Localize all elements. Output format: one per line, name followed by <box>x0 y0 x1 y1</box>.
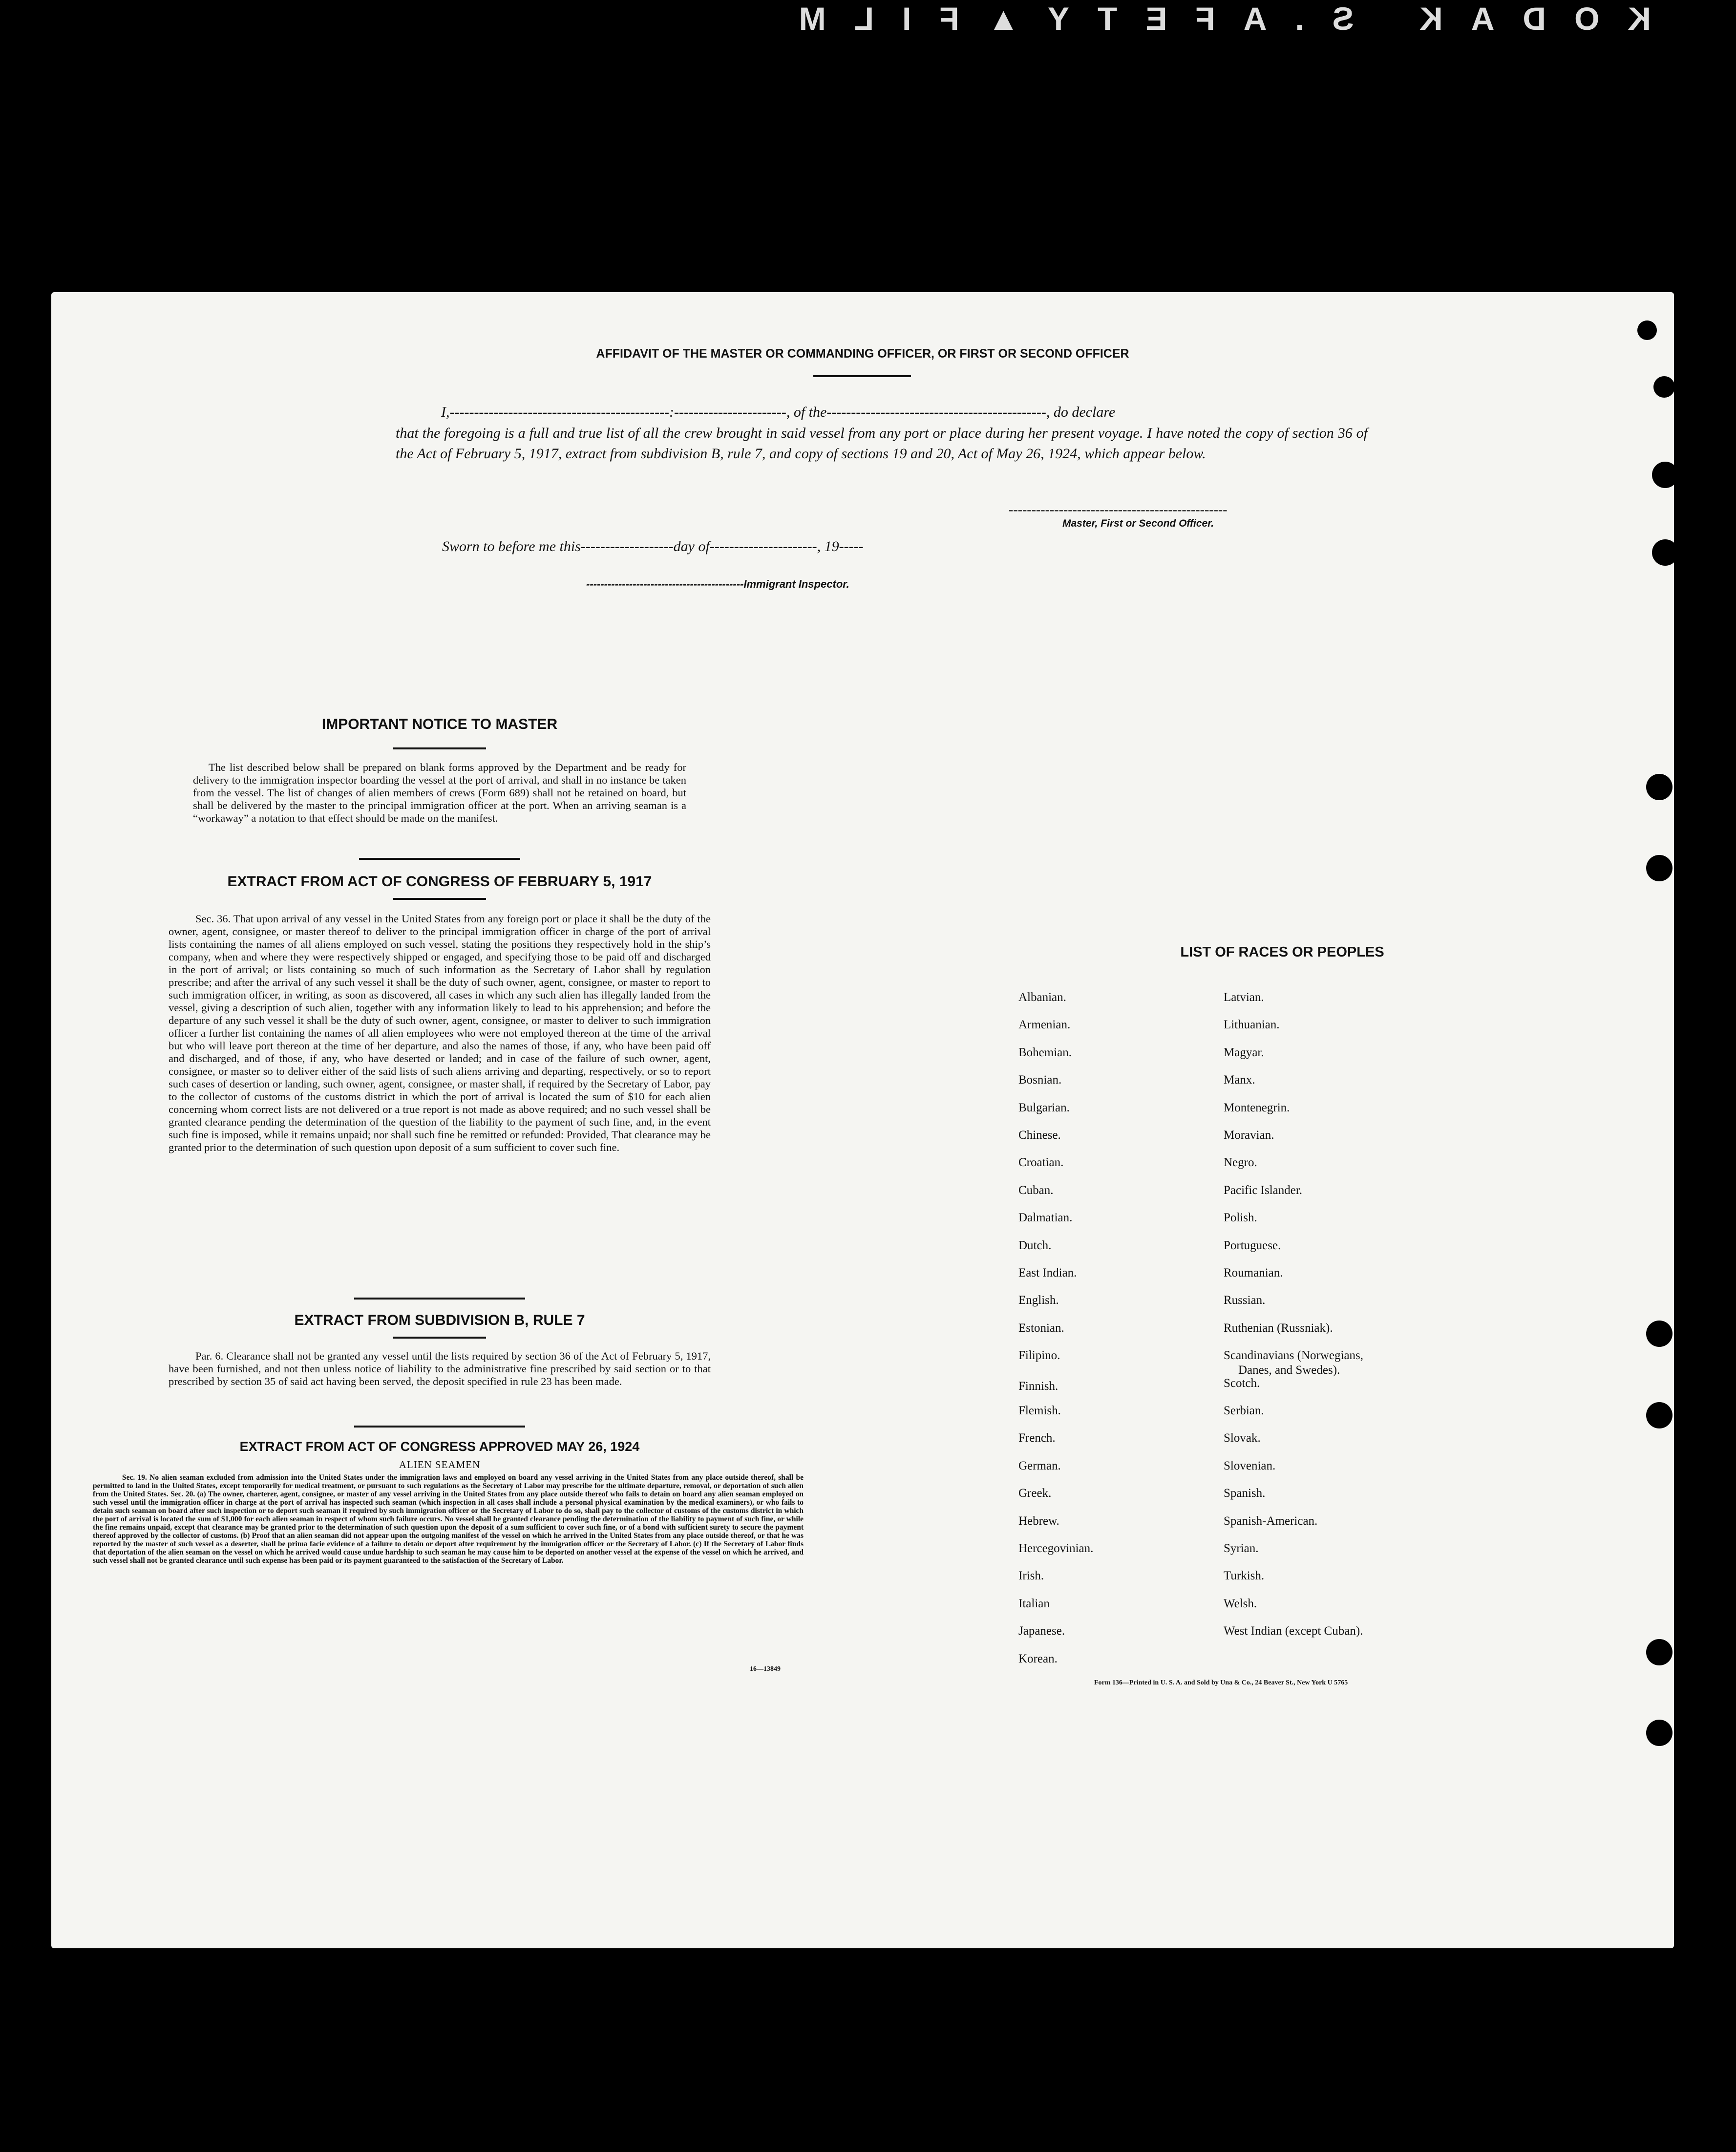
notice-end-rule <box>359 858 520 860</box>
race-right-item: Slovenian. <box>1224 1459 1276 1472</box>
race-right-item: Serbian. <box>1224 1404 1264 1417</box>
race-left-item: Flemish. <box>1018 1404 1061 1417</box>
sworn-line: Sworn to before me this-------------------day of----------------------, 19----- <box>442 538 864 554</box>
notice-body: The list described below shall be prepared on blank forms approved by the Department and be ready for delivery to the immigration inspector boarding the vessel at the port of arrival, and shall in no instance be taken from the vessel. The list of changes of alien members of crews (Form 689) shall not be retained on board, but shall be delivered by the master to the principal immigration officer at the port. When an arriving seaman is a “workaway” a notation to that effect should be made on the manifest. <box>193 761 686 824</box>
race-right-item: Roumanian. <box>1224 1266 1283 1279</box>
subdivision-b-body: Par. 6. Clearance shall not be granted any vessel until the lists required by section 36 of the Act of February 5, 1917, have been furnished, and not then unless notice of liability to the administrative fine prescribed by said section or to that prescribed by section 35 of said act having been served, the deposit specified in rule 23 has been made. <box>169 1350 711 1387</box>
extract-1917-title: EXTRACT FROM ACT OF CONGRESS OF FEBRUARY 5, 1917 <box>227 874 652 890</box>
race-right-item: Polish. <box>1224 1211 1257 1225</box>
race-left-item: Filipino. <box>1018 1349 1060 1363</box>
race-right-item: Syrian. <box>1224 1542 1259 1555</box>
binder-hole <box>1646 774 1672 800</box>
race-right-item: Russian. <box>1224 1294 1266 1307</box>
race-left-item: Dutch. <box>1018 1238 1052 1252</box>
binder-hole <box>1646 855 1672 881</box>
race-left-item: Finnish. <box>1018 1379 1059 1393</box>
subdivision-b-end-rule <box>354 1426 525 1428</box>
race-right-item: Scandinavians (Norwegians, <box>1224 1349 1364 1363</box>
notice-title-rule <box>393 747 486 749</box>
race-left-item: Hercegovinian. <box>1018 1542 1094 1555</box>
race-right-item: Manx. <box>1224 1073 1255 1087</box>
race-left-item: Cuban. <box>1018 1183 1054 1197</box>
race-right-item: Spanish-American. <box>1224 1514 1318 1528</box>
immigrant-inspector-line: --------------------------------------------Immigrant Inspector. <box>586 578 849 590</box>
race-right-item: Portuguese. <box>1224 1238 1281 1252</box>
race-left-item: Hebrew. <box>1018 1514 1059 1528</box>
race-left-item: Croatian. <box>1018 1156 1064 1170</box>
affidavit-declare-line: I,---------------------------------------------:-----------------------, of the---------------------------------------------, do declare <box>441 404 1116 420</box>
extract-1917-body: Sec. 36. That upon arrival of any vessel in the United States from any foreign port or place it shall be the duty of the owner, agent, consignee, or master thereof to deliver to the principal immigration officer in charge of the port of arrival lists containing the names of all aliens employed on such vessel, stating the positions they respectively hold in the ship’s company, when and where they were respectively shipped or engaged, and specifying those to be paid off and discharged in the port of arrival; or lists containing so much of such information as the Secretary of Labor shall by regulation prescribe; and after the arrival of any such vessel it shall be the duty of such owner, agent, consignee, or master to report to such immigration officer, in writing, as soon as discovered, all cases in which any such alien has illegally landed from the vessel, giving a description of such alien, together with any information likely to lead to his apprehension; and before the departure of any such vessel it shall be the duty of such owner, agent, consignee, or master to deliver to such immigration officer a further list containing the names of all alien employees who were not employed thereon at the time of the arrival but who will leave port thereon at the time of her departure, and also the names of those, if any, who have been paid off and discharged, and of those, if any, who have deserted or landed; and in case of the failure of such owner, agent, consignee, or master so to deliver either of the said lists of such aliens arriving and departing, respectively, or so to report such cases of desertion or landing, such owner, agent, consignee, or master shall, if required by the Secretary of Labor, pay to the collector of customs of the customs district in which the port of arrival is located the sum of $10 for each alien concerning whom correct lists are not delivered or a true report is not made as above required; and no such vessel shall be granted clearance pending the determination of the question of the liability to the payment of such fine, and, in the event such fine is imposed, while it remains unpaid; nor shall such fine be remitted or refunded: Provided, That clearance may be granted prior to the determination of such question upon deposit of a sum sufficient to cover such fine. <box>169 913 711 1153</box>
race-left-item: Bulgarian. <box>1018 1101 1070 1114</box>
extract-1924-body: Sec. 19. No alien seaman excluded from admission into the United States under the immigration laws and employed on board any vessel arriving in the United States from any place outside thereof, shall be permitted to land in the United States, except temporarily for medical treatment, or pursuant to such regulations as the Secretary of Labor may prescribe for the ultimate departure, removal, or deportation of such alien from the United States. Sec. 20. (a) The owner, charterer, agent, consignee, or master of any vessel arriving in the United States from any place outside thereof who fails to detain on board any alien seaman employed on such vessel until the immigration officer in charge at the port of arrival has inspected such seaman (which inspection in all cases shall include a personal physical examination by the medical examiners), or who fails to detain such seaman on board after such inspection or to deport such seaman if required by such immigration officer or the Secretary of Labor to do so, shall pay to the collector of customs of the customs district in which the port of arrival is located the sum of $1,000 for each alien seaman in respect of whom such failure occurs. No vessel shall be granted clearance pending the determination of the liability to payment of such fine, or while the fine remains unpaid, except that clearance may be granted prior to the determination of such question upon the deposit of a sum sufficient to cover such fine, or of a bond with sufficient surety to secure the payment thereof approved by the collector of customs. (b) Proof that an alien seaman did not appear upon the outgoing manifest of the vessel on which he arrived in the United States from any place outside thereof, or that he was reported by the master of such vessel as a deserter, shall be prima facie evidence of a failure to detain or deport after requirement by the immigration officer or the Secretary of Labor. (c) If the Secretary of Labor finds that deportation of the alien seaman on the vessel on which he arrived would cause undue hardship to such seaman he may cause him to be deported on another vessel at the expense of the vessel on which he arrived, and such vessel shall not be granted clearance until such expense has been paid or its payment guaranteed to the satisfaction of the Secretary of Labor. <box>93 1473 804 1565</box>
form-code: 16—13849 <box>750 1665 781 1673</box>
race-left-item: Bohemian. <box>1018 1045 1072 1059</box>
race-left-item: Albanian. <box>1018 991 1066 1004</box>
binder-hole <box>1652 462 1678 488</box>
race-right-item: Magyar. <box>1224 1045 1264 1059</box>
race-left-item: Korean. <box>1018 1652 1058 1665</box>
binder-hole <box>1646 1402 1672 1428</box>
race-right-item: West Indian (except Cuban). <box>1224 1624 1363 1638</box>
race-left-item: Dalmatian. <box>1018 1211 1073 1225</box>
race-left-item: Bosnian. <box>1018 1073 1062 1087</box>
race-right-item: Danes, and Swedes). <box>1238 1364 1340 1377</box>
race-right-item: Turkish. <box>1224 1569 1265 1583</box>
race-left-item: Chinese. <box>1018 1129 1061 1142</box>
affidavit-title-rule <box>813 375 911 377</box>
race-right-item: Scotch. <box>1224 1376 1260 1390</box>
race-right-item: Negro. <box>1224 1156 1257 1170</box>
race-right-item: Slovak. <box>1224 1431 1261 1445</box>
race-left-item: Irish. <box>1018 1569 1044 1583</box>
race-right-item: Pacific Islander. <box>1224 1183 1303 1197</box>
race-right-item: Moravian. <box>1224 1129 1274 1142</box>
race-right-item: Ruthenian (Russniak). <box>1224 1321 1333 1335</box>
subdivision-b-title: EXTRACT FROM SUBDIVISION B, RULE 7 <box>294 1312 585 1328</box>
master-signature-label: Master, First or Second Officer. <box>1062 518 1214 529</box>
binder-hole <box>1652 539 1678 566</box>
binder-hole <box>1646 1321 1672 1347</box>
race-left-item: Armenian. <box>1018 1018 1071 1032</box>
race-left-item: German. <box>1018 1459 1061 1472</box>
binder-hole <box>1646 1720 1672 1746</box>
race-left-item: French. <box>1018 1431 1056 1445</box>
affidavit-title: AFFIDAVIT OF THE MASTER OR COMMANDING OFFICER, OR FIRST OR SECOND OFFICER <box>596 347 1129 361</box>
race-right-item: Spanish. <box>1224 1487 1266 1500</box>
race-left-item: Estonian. <box>1018 1321 1064 1335</box>
affidavit-body: that the foregoing is a full and true list of all the crew brought in said vessel from any port or place during her present voyage. I have noted the copy of section 36 of the Act of February 5, 1917, extract from subdivision B, rule 7, and copy of sections 19 and 20, Act of May 26, 1924, which appear below. <box>396 425 1368 462</box>
race-right-item: Montenegrin. <box>1224 1101 1290 1114</box>
race-right-item: Welsh. <box>1224 1597 1257 1610</box>
extract-1917-title-rule <box>393 898 486 900</box>
master-signature-line: ------------------------------------------------ <box>1009 502 1228 517</box>
notice-title: IMPORTANT NOTICE TO MASTER <box>321 716 558 732</box>
race-right-item: Lithuanian. <box>1224 1018 1280 1032</box>
extract-1917-end-rule <box>354 1298 525 1300</box>
film-edge-label: KODAK S.AFETY▲FILM <box>770 0 1651 37</box>
printer-footer: Form 136—Printed in U. S. A. and Sold by Una & Co., 24 Beaver St., New York U 5765 <box>1094 1679 1348 1686</box>
extract-1924-title: EXTRACT FROM ACT OF CONGRESS APPROVED MAY 26, 1924 <box>239 1439 640 1454</box>
subdivision-b-title-rule <box>393 1337 486 1339</box>
race-left-item: Japanese. <box>1018 1624 1065 1638</box>
binder-hole <box>1653 376 1675 398</box>
race-left-item: Italian <box>1018 1597 1050 1610</box>
document-page <box>51 292 1674 1948</box>
race-right-item: Latvian. <box>1224 991 1264 1004</box>
race-left-item: Greek. <box>1018 1487 1052 1500</box>
binder-hole <box>1637 320 1657 340</box>
race-left-item: East Indian. <box>1018 1266 1077 1279</box>
binder-hole <box>1646 1639 1672 1665</box>
races-title: LIST OF RACES OR PEOPLES <box>1180 944 1384 960</box>
race-left-item: English. <box>1018 1294 1059 1307</box>
extract-1924-subtitle: ALIEN SEAMEN <box>399 1459 481 1470</box>
